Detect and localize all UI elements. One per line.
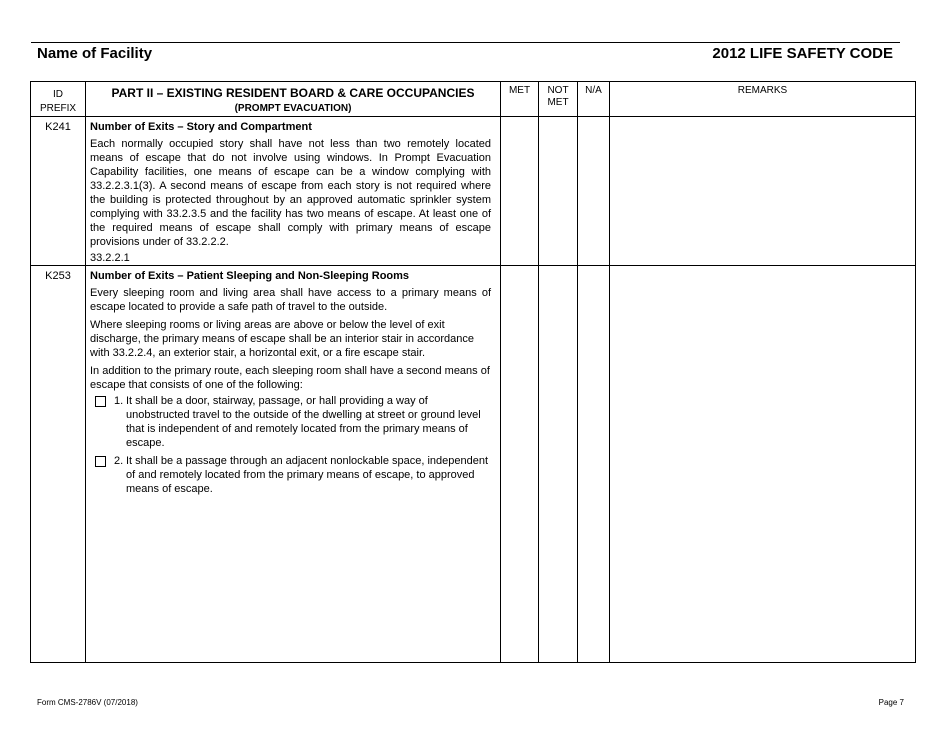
form-number: Form CMS-2786V (07/2018) [37,698,138,707]
header-rule [31,42,900,43]
option-1-checkbox[interactable] [95,396,106,407]
row-reference-k241: 33.2.2.1 [90,252,130,264]
id-prefix-header-line2: PREFIX [39,103,77,114]
part-title: PART II – EXISTING RESIDENT BOARD & CARE OCCUPANCIES [111,86,475,100]
row-para1-k253: Every sleeping room and living area shall have access to a primary means of escape located to provide a safe path of travel to the outside. [90,287,491,313]
part-header [85,86,501,116]
row-content-k253 [90,269,491,500]
page-number: Page 7 [878,698,904,707]
na-header: N/A [585,85,602,96]
not-met-header-line2: MET [547,97,569,108]
option-1 [90,394,491,450]
remarks-header: REMARKS [737,85,788,96]
col-divider-id [85,82,86,662]
row-id-k253: K253 [45,270,71,282]
not-met-header-line1: NOT [547,85,569,96]
option-2-text: It shall be a passage through an adjacent nonlockable space, independent of and remotely located from the primary means of escape, to approved means of escape. [126,455,489,495]
option-1-text: It shall be a door, stairway, passage, or hall providing a way of unobstructed travel to the outside of the dwelling at street or ground level that is independent of and remotely located from the primary means of escape. [126,395,481,449]
col-divider-met [500,82,501,662]
row-content-k241 [90,120,491,269]
survey-table [30,81,916,663]
code-title: 2012 LIFE SAFETY CODE [712,45,893,62]
option-2-checkbox[interactable] [95,456,106,467]
header-row-divider [31,116,915,117]
met-header: MET [508,85,531,96]
row-title-k241: Number of Exits – Story and Compartment [90,121,312,133]
col-divider-not-met [538,82,539,662]
col-divider-na [577,82,578,662]
option-1-number: 1. [114,395,124,407]
row-body-k241: Each normally occupied story shall have not less than two remotely located means of escape that do not involve using windows. In Prompt Evacuation Capability facilities, one means of escape can be a window complying with 33.2.2.3.1(3). A second means of escape from each story is not required where the building is protected throughout by an approved automatic sprinkler system complying with 33.2.3.5 and the facility has two means of escape. At least one of the required means of escape shall comply with primary means of escape provisions under of 33.2.2.2. [90,138,491,248]
row-para2-k253: Where sleeping rooms or living areas are above or below the level of exit discharge, the primary means of escape shall be an interior stair in accordance with 33.2.2.4, an exterior stair, a horizontal exit, or a fire escape stair. [90,319,474,359]
row-para3-k253: In addition to the primary route, each sleeping room shall have a second means of escape that consists of one of the following: [90,365,490,391]
col-divider-remarks [609,82,610,662]
not-met-header [539,85,577,109]
option-2 [90,454,491,496]
row-id-k241: K241 [45,121,71,133]
id-prefix-header [31,89,85,115]
facility-name-label: Name of Facility [37,45,153,62]
part-subtitle: (PROMPT EVACUATION) [234,103,352,114]
option-2-number: 2. [114,455,124,467]
id-prefix-header-line1: ID [53,89,63,100]
row-title-k253: Number of Exits – Patient Sleeping and Non-Sleeping Rooms [90,270,410,282]
